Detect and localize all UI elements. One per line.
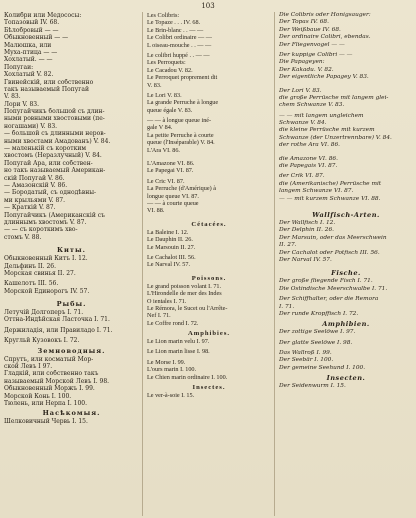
index-entry: II. 27. bbox=[279, 242, 297, 249]
index-entry: ской Левъ I 97. bbox=[4, 363, 53, 371]
index-entry: Schwanze V. 84. bbox=[279, 120, 327, 127]
index-entry: Попугайчикъ большой съ длин- bbox=[4, 108, 105, 116]
section-heading: Насѣкомыя. bbox=[42, 409, 101, 418]
section-heading: Poissons. bbox=[191, 274, 227, 282]
index-entry: Schwanze (der Unzertrennbare) V. 84. bbox=[279, 134, 392, 141]
column-divider-right bbox=[274, 12, 275, 516]
index-entry: VI. 88. bbox=[147, 207, 165, 215]
index-entry: Der Marsuin, oder das Meerschwein bbox=[279, 234, 387, 241]
spacer bbox=[4, 241, 139, 244]
index-entry: Обыкновенный Моржъ I. 99. bbox=[4, 385, 95, 393]
index-entry: Спрутъ, или косматый Мор- bbox=[4, 355, 94, 363]
index-entry: Der kuppige Colibri — — bbox=[279, 51, 353, 58]
section-heading: Земноводныя. bbox=[37, 346, 106, 355]
index-entry: Der Kakadu. V. 82. bbox=[279, 66, 334, 73]
index-entry: Der zottige Seelöwe I. 97. bbox=[279, 329, 356, 336]
index-entry: langem Schwanze VI. 87. bbox=[279, 188, 354, 195]
index-entry: Муха-птица — — bbox=[4, 48, 58, 56]
index-entry: — большой съ длинными неров- bbox=[4, 130, 106, 138]
index-entry: die Papegais VI. 87. bbox=[279, 163, 338, 170]
index-entry: L'ours marin I. 100. bbox=[147, 366, 197, 374]
index-entry: — — à courte queue bbox=[147, 199, 199, 207]
index-entry: Гвинейскій, или собственно bbox=[4, 78, 94, 86]
index-entry: L'Hirondelle de mer des Indes bbox=[147, 290, 222, 298]
index-entry: Летучій Долгоперъ I. 71. bbox=[4, 309, 84, 317]
index-entry: I. 71. bbox=[279, 303, 295, 310]
section-heading: Wallfisch-Arten. bbox=[312, 210, 380, 219]
index-entry: Le Cacadou V. 82. bbox=[147, 66, 193, 74]
section-heading: Cétacées. bbox=[191, 220, 227, 228]
section-heading: Amphibies. bbox=[187, 330, 231, 338]
section-heading: Insectes. bbox=[192, 384, 226, 392]
index-entry: — — съ короткимъ хво- bbox=[4, 226, 78, 234]
index-entry: называемый Морской Левъ I. 98. bbox=[4, 377, 110, 385]
section-heading: Киты. bbox=[57, 246, 86, 255]
index-entry: Les Perroquets: bbox=[147, 59, 186, 67]
index-entry: Der Topas IV. 68. bbox=[279, 19, 329, 26]
index-entry: L'Ara VI. 86. bbox=[147, 146, 180, 154]
index-entry: ными ровными хвостовыми (пе- bbox=[4, 115, 105, 123]
index-entry: — Краткій V. 87. bbox=[4, 204, 56, 212]
page-number: 103 bbox=[201, 2, 215, 10]
index-entry: — маленькій съ коротким bbox=[4, 145, 86, 153]
index-entry: Le ver-à-soie I. 15. bbox=[147, 392, 195, 400]
index-entry: ногашами) V. 83. bbox=[4, 122, 58, 130]
index-entry: Морская свинья II. 27. bbox=[4, 269, 76, 277]
index-entry: Топазовый IV. 68. bbox=[4, 19, 60, 27]
index-entry: Der eigentliche Papagey V. 83. bbox=[279, 74, 369, 81]
index-entry: Die Ostindische Meerschwalbe I. 71. bbox=[279, 285, 388, 292]
index-entry: La grande Perruche à longue bbox=[147, 99, 219, 107]
index-entry: Кругльй Кузовокъ I. 72. bbox=[4, 337, 80, 345]
index-entry: La Perruche (d'Amérique) à bbox=[147, 185, 216, 193]
index-entry: Морской Единорогъ IV. 57. bbox=[4, 287, 90, 295]
index-entry: der rothe Ara VI. 86. bbox=[279, 142, 340, 149]
index-entry: ми крыльями V. 87. bbox=[4, 196, 66, 204]
index-entry: Le Lion marin lisse I. 98. bbox=[147, 348, 210, 356]
index-entry: Der Lori V. 83. bbox=[279, 87, 322, 94]
column-divider-left bbox=[142, 12, 143, 516]
index-entry: O ientales I. 71. bbox=[147, 297, 187, 305]
index-entry: longue queue VI. 87. bbox=[147, 192, 199, 200]
index-entry: — — mit kurzem Schwanze VI. 88. bbox=[279, 195, 381, 202]
index-entry: Les Colibris: bbox=[147, 12, 180, 19]
index-entry: Держиладія, или Правиладо I. 71. bbox=[4, 326, 113, 334]
index-entry: Тюлень, или Нерпа I. 100. bbox=[4, 399, 88, 407]
section-heading: Fische. bbox=[331, 269, 361, 278]
index-entry: Шелковичный Червь I. 15. bbox=[4, 418, 88, 426]
russian-column bbox=[4, 12, 139, 516]
index-entry: Der Weißbaue IV. 68. bbox=[279, 26, 341, 33]
index-entry: длиннымъ хвостомъ V. 87. bbox=[4, 218, 87, 226]
index-entry: — — à longue queue iné- bbox=[147, 117, 212, 125]
index-entry: die kleine Perrüsche mit kurzem bbox=[279, 127, 375, 134]
index-entry: queue égale V. 83. bbox=[147, 106, 193, 114]
index-entry: der Crik VI. 87. bbox=[279, 173, 325, 180]
index-entry: скій Попугай V. 86. bbox=[4, 174, 65, 182]
index-entry: Le Marsouin II. 27. bbox=[147, 243, 196, 251]
index-entry: Кашелотъ III. 56. bbox=[4, 280, 59, 288]
spacer bbox=[4, 295, 139, 298]
index-entry: Le Lion marin velu I. 97. bbox=[147, 338, 210, 346]
index-entry: Der ordinaire Colibri, ebendas. bbox=[279, 34, 371, 41]
index-entry: chem Schwanze V. 83. bbox=[279, 102, 345, 109]
index-entry: Der runde Kropffisch I. 72. bbox=[279, 310, 359, 317]
index-entry: Le Brin-blanc . . — — bbox=[147, 26, 204, 34]
german-column bbox=[279, 12, 413, 516]
index-entry: L'Amazone VI. 86. bbox=[147, 160, 195, 168]
index-entry: Le Chien marin ordinaire I. 100. bbox=[147, 373, 228, 381]
index-entry: хвостомъ (Неразлучный) V. 84. bbox=[4, 152, 102, 160]
index-entry: Der Seidenwurm I. 15. bbox=[279, 383, 346, 390]
index-entry: Le Morse I. 99. bbox=[147, 358, 186, 366]
index-entry: — Бородатый, съ однодѣвны- bbox=[4, 189, 97, 197]
spacer bbox=[147, 269, 271, 272]
index-entry: La petite Perruche à courte bbox=[147, 131, 214, 139]
index-entry: Le Topaze . . . IV. 68. bbox=[147, 19, 201, 27]
index-entry: Das Wallroß I. 99. bbox=[279, 350, 332, 357]
index-entry: такъ называемый Попугай bbox=[4, 85, 89, 93]
index-entry: Le colibri huppé . . — — bbox=[147, 51, 210, 59]
index-entry: Лори V. 83. bbox=[4, 100, 40, 108]
index-entry: Le Lori V. 83. bbox=[147, 91, 182, 99]
index-entry: Der glatte Seelöwe I. 98. bbox=[279, 339, 353, 346]
index-entry: Le Colibri ordinaire — — bbox=[147, 34, 212, 42]
index-entry: Le Papegai VI. 87. bbox=[147, 167, 194, 175]
index-entry: Малюшка, или bbox=[4, 41, 52, 49]
index-entry: ными хвостами Амадованъ) V. 84. bbox=[4, 137, 111, 145]
index-entry: Der Seebär I. 100. bbox=[279, 357, 334, 364]
index-entry: gale V 84. bbox=[147, 124, 173, 132]
index-entry: но такъ называемый Американ- bbox=[4, 167, 106, 175]
index-entry: queue (l'Inséparable) V. 84. bbox=[147, 139, 215, 147]
index-entry: Le Rémora, le Sucet ou l'Arrête- bbox=[147, 304, 228, 312]
section-heading: Insecten. bbox=[326, 374, 366, 383]
index-entry: Le Coffre rond I. 72. bbox=[147, 319, 199, 327]
index-entry: Попугай Ара, или собствен- bbox=[4, 159, 93, 167]
index-entry: Хохлатый V. 82. bbox=[4, 71, 54, 79]
index-entry: Der große fliegende Fisch I. 71. bbox=[279, 278, 373, 285]
index-entry: V. 83. bbox=[4, 93, 21, 101]
index-entry: Der Wallfisch I. 12. bbox=[279, 219, 336, 226]
index-entry: die Amazone VI. 86. bbox=[279, 155, 338, 162]
index-entry: — — mit langem ungleichem bbox=[279, 112, 364, 119]
index-entry: Der Cachalot oder Potfisch III. 56. bbox=[279, 249, 380, 256]
index-entry: Дельфинъ II. 26. bbox=[4, 262, 57, 270]
index-entry: La Baleine I. 12. bbox=[147, 228, 189, 236]
section-heading: Amphibien. bbox=[322, 320, 370, 329]
index-entry: Колибри или Медососы: bbox=[4, 12, 82, 19]
index-entry: Попугайчикъ (Американскій съ bbox=[4, 211, 105, 219]
index-entry: Le Cric VI. 87. bbox=[147, 177, 185, 185]
index-entry: L oiseau-mouche . . — — bbox=[147, 41, 212, 49]
index-entry: Морской Конь I. 100. bbox=[4, 392, 72, 400]
index-entry: Die Papageyen: bbox=[279, 59, 325, 66]
spacer bbox=[279, 206, 413, 209]
index-entry: Le Perroquet proprement dit bbox=[147, 74, 218, 82]
index-entry: стомъ V. 88. bbox=[4, 233, 42, 241]
index-entry: Гладкій, или собственно такъ bbox=[4, 370, 99, 378]
french-column bbox=[147, 12, 271, 516]
spacer bbox=[147, 215, 271, 218]
index-entry: Der Delphin II. 26. bbox=[279, 227, 334, 234]
index-entry: Die Colibris oder Honigsauger: bbox=[279, 12, 371, 18]
section-heading: Рыбы. bbox=[56, 300, 87, 309]
index-entry: Der Schiffhalter, oder die Remora bbox=[279, 296, 379, 303]
index-entry: Le Cachalot III. 56. bbox=[147, 253, 196, 261]
index-entry: Le grand poisson volant I. 71. bbox=[147, 282, 222, 290]
index-entry: Der Narval IV. 57. bbox=[279, 256, 332, 263]
index-entry: Le Narval IV. 57. bbox=[147, 261, 191, 269]
index-entry: Der gemeine Seehund I. 100. bbox=[279, 364, 366, 371]
index-entry: die große Perrüsche mit langem glei- bbox=[279, 94, 389, 101]
index-entry: die (Amerikanische) Perrüsche mit bbox=[279, 180, 382, 187]
spacer bbox=[279, 264, 413, 267]
index-entry: Бѣлобровый — — bbox=[4, 26, 59, 34]
index-entry: V. 83. bbox=[147, 81, 162, 89]
index-entry: Der Fliegenvogel — — bbox=[279, 41, 345, 48]
index-entry: Оттна-Индѣйская Ласточка I. 71. bbox=[4, 316, 110, 324]
index-entry: — Амазонскій V. 86. bbox=[4, 181, 68, 189]
index-entry: Хохлатый. — — bbox=[4, 56, 53, 64]
index-entry: Попугаи: bbox=[4, 63, 34, 71]
index-entry: Nef I. 71. bbox=[147, 312, 171, 320]
index-entry: Le Dauphin II. 26. bbox=[147, 236, 193, 244]
index-entry: Обыкновенный Китъ I. 12. bbox=[4, 255, 88, 263]
index-entry: Обыкновенный — — bbox=[4, 34, 69, 42]
